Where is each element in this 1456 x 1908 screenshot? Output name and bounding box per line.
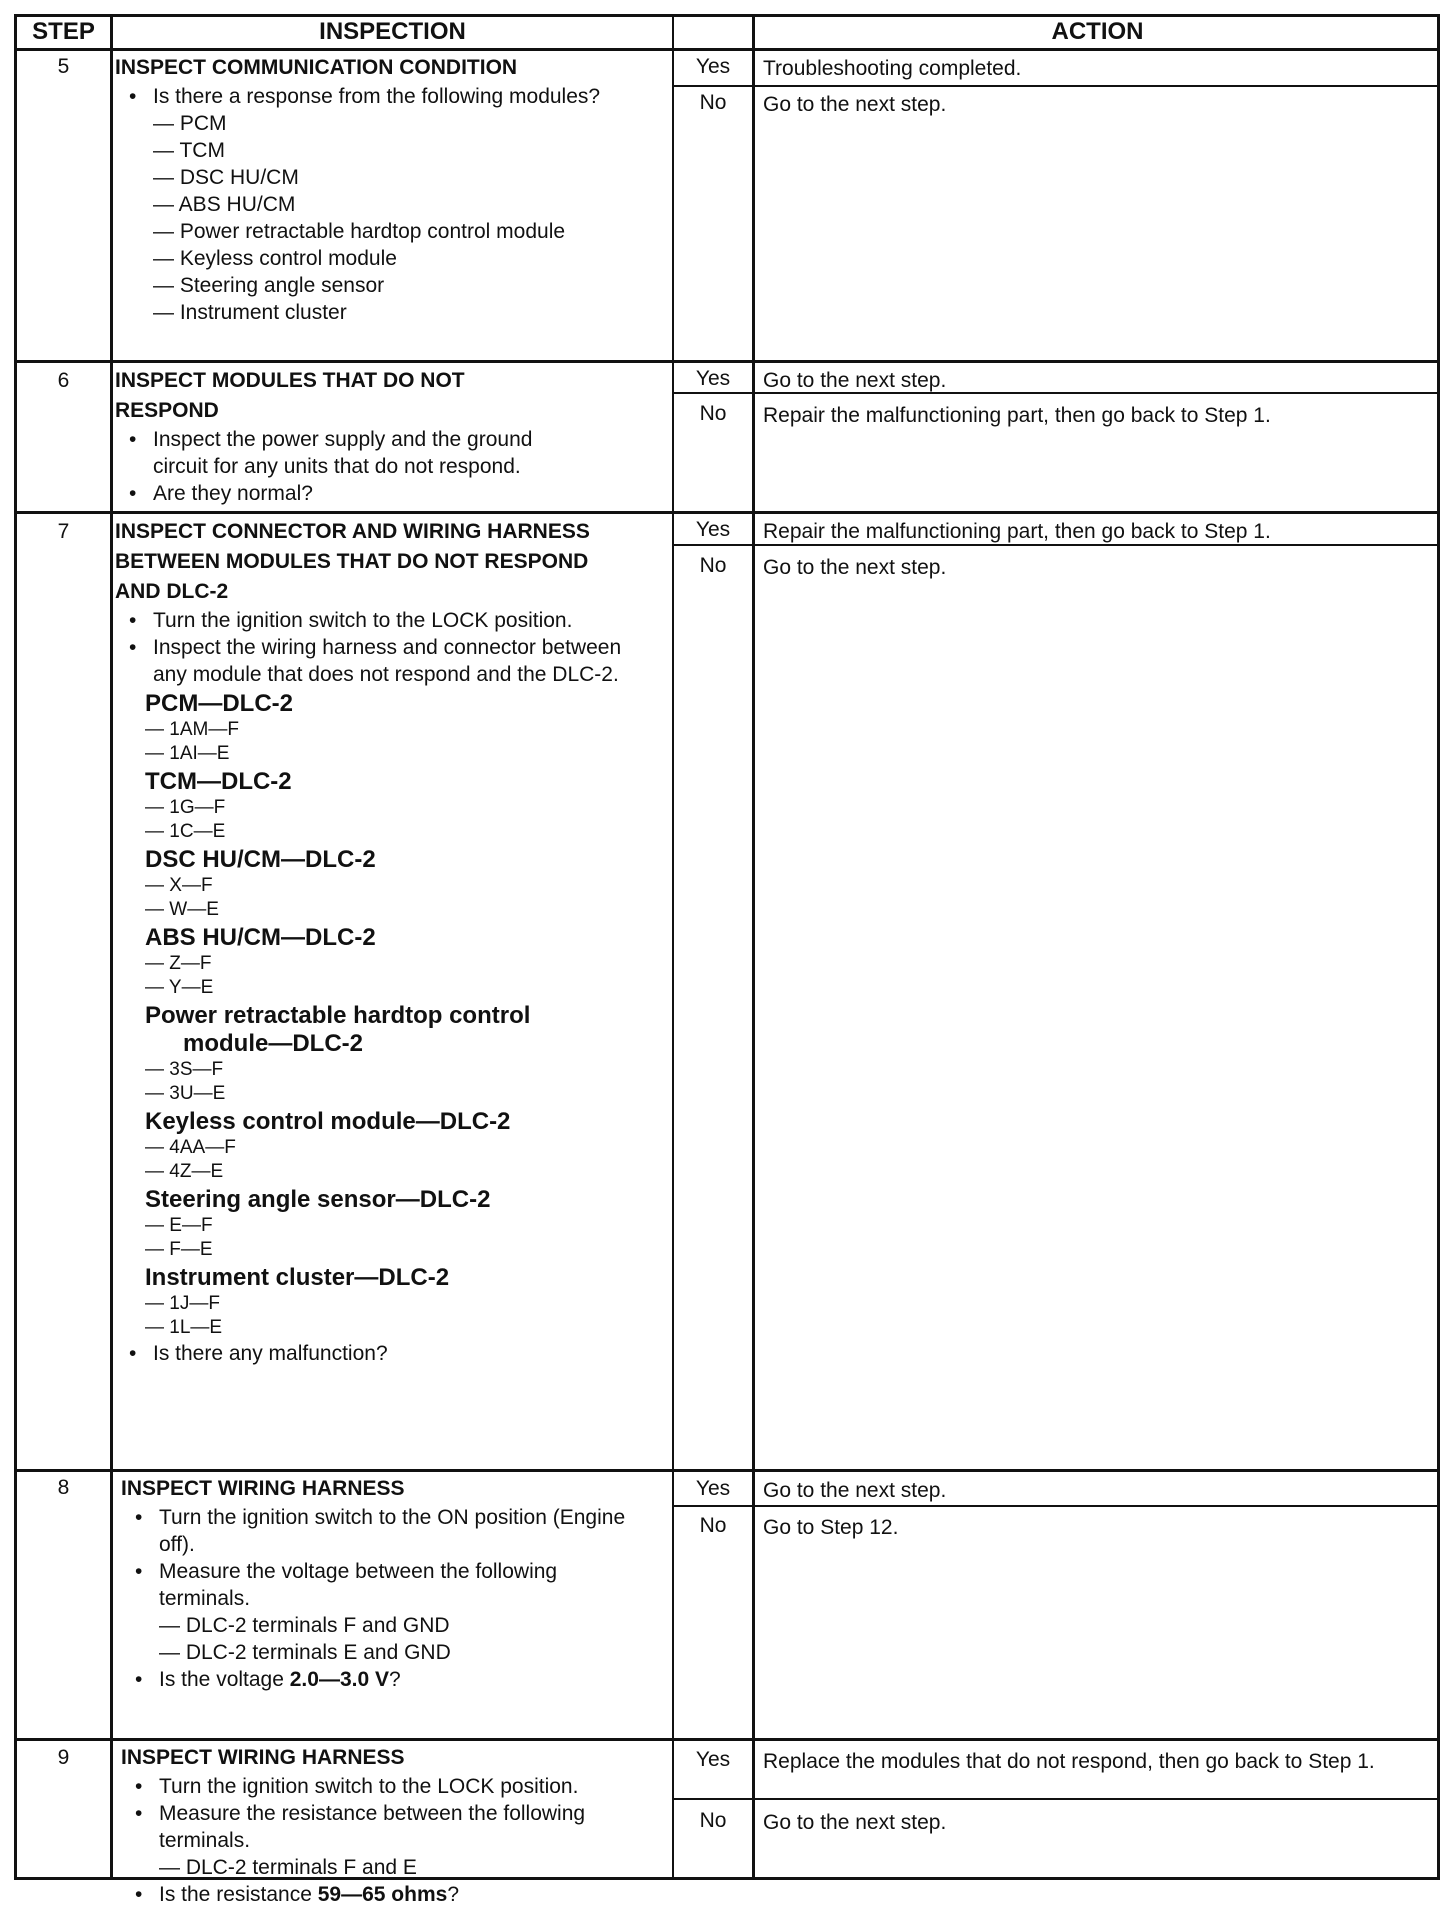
pin-pair: — 4AA—F: [145, 1137, 236, 1158]
connection-group-title: Steering angle sensor—DLC-2: [145, 1186, 491, 1213]
yes-label: Yes: [695, 1748, 731, 1771]
module-item: — Steering angle sensor: [153, 274, 385, 297]
row-divider: [17, 1738, 1440, 1741]
bullet-item: • Is there a response from the following modules?: [115, 83, 672, 110]
step-number: 5: [57, 55, 70, 78]
header-action: ACTION: [1051, 18, 1144, 45]
yes-label: Yes: [695, 367, 731, 390]
connection-group-title-continued: module—DLC-2: [183, 1030, 363, 1057]
question-mark: ?: [388, 1668, 401, 1691]
yes-label: Yes: [695, 1477, 731, 1500]
pin-pair: — W—E: [145, 899, 219, 920]
terminal-item: — DLC-2 terminals F and GND: [159, 1614, 450, 1637]
pin-pair: — 3U—E: [145, 1083, 226, 1104]
pin-pair: — Z—F: [145, 953, 212, 974]
no-label: No: [699, 1809, 727, 1832]
connection-group-title: TCM—DLC-2: [145, 768, 292, 795]
pin-pair: — 4Z—E: [145, 1161, 224, 1182]
column-divider: [110, 17, 113, 1880]
spec-value: 2.0—3.0 V: [289, 1668, 389, 1691]
step-number: 9: [57, 1746, 70, 1769]
bullet-item: • Turn the ignition switch to the LOCK position.: [115, 607, 672, 634]
yes-action: Repair the malfunctioning part, then go back to Step 1.: [763, 520, 1271, 543]
bullet-item: • Are they normal?: [115, 480, 555, 507]
pin-pair: — 3S—F: [145, 1059, 224, 1080]
row-divider: [17, 360, 1440, 363]
pin-pair: — 1L—E: [145, 1317, 223, 1338]
row-divider: [672, 1505, 1440, 1507]
connection-group-title: ABS HU/CM—DLC-2: [145, 924, 376, 951]
question-mark: ?: [447, 1883, 459, 1906]
pin-pair: — Y—E: [145, 977, 214, 998]
step-number: 7: [57, 520, 70, 543]
yes-action: Go to the next step.: [763, 369, 947, 392]
yes-action: Go to the next step.: [763, 1479, 947, 1502]
header-step: STEP: [32, 18, 95, 45]
spec-value: 59—65 ohms: [317, 1883, 448, 1906]
yes-label: Yes: [695, 518, 731, 541]
bullet-item: • Turn the ignition switch to the ON position (Engine off).: [121, 1504, 639, 1558]
step-number: 8: [57, 1476, 70, 1499]
no-label: No: [699, 91, 727, 114]
no-label: No: [699, 1514, 727, 1537]
connection-group-title: Instrument cluster—DLC-2: [145, 1264, 450, 1291]
terminal-item: — DLC-2 terminals E and GND: [159, 1641, 451, 1664]
inspection-cell: [115, 53, 672, 326]
question-text: Is the resistance: [159, 1883, 318, 1906]
header-inspection: INSPECTION: [319, 18, 466, 45]
question-text: Is the voltage: [159, 1668, 290, 1691]
inspection-cell: [115, 517, 672, 1367]
module-item: — DSC HU/CM: [153, 166, 299, 189]
bullet-item: [121, 1666, 672, 1693]
no-action: Go to the next step.: [763, 93, 947, 116]
pin-pair: — 1J—F: [145, 1293, 220, 1314]
bullet-item: • Is there any malfunction?: [115, 1340, 672, 1367]
no-label: No: [699, 554, 727, 577]
connection-group-title: Power retractable hardtop control: [145, 1002, 531, 1029]
bullet-item: [121, 1881, 672, 1908]
step-title: INSPECT WIRING HARNESS: [121, 1746, 405, 1769]
bullet-item: • Inspect the wiring harness and connector between any module that does not respond and the DLC-2.: [115, 634, 653, 688]
module-item: — TCM: [153, 139, 225, 162]
yes-action: Replace the modules that do not respond, then go back to Step 1.: [763, 1750, 1375, 1773]
no-label: No: [699, 402, 727, 425]
bullet-item: • Inspect the power supply and the ground circuit for any units that do not respond.: [115, 426, 555, 480]
bullet-item: • Measure the resistance between the following terminals.: [121, 1800, 619, 1854]
troubleshooting-table: [14, 14, 1440, 1906]
row-divider: [17, 1469, 1440, 1472]
no-action: Repair the malfunctioning part, then go back to Step 1.: [763, 404, 1271, 427]
no-action: Go to Step 12.: [763, 1516, 899, 1539]
step-title: INSPECT WIRING HARNESS: [121, 1477, 405, 1500]
connection-group-title: Keyless control module—DLC-2: [145, 1108, 511, 1135]
pin-pair: — 1G—F: [145, 797, 226, 818]
module-item: — PCM: [153, 112, 227, 135]
no-action: Go to the next step.: [763, 1811, 947, 1834]
pin-pair: — 1AM—F: [145, 719, 239, 740]
bullet-item: • Turn the ignition switch to the LOCK position.: [121, 1773, 672, 1800]
step-title: INSPECT COMMUNICATION CONDITION: [115, 56, 518, 79]
yes-label: Yes: [695, 55, 731, 78]
column-divider: [672, 17, 674, 1880]
pin-pair: — X—F: [145, 875, 213, 896]
module-item: — Power retractable hardtop control module: [153, 220, 566, 243]
pin-pair: — E—F: [145, 1215, 213, 1236]
column-divider: [752, 17, 755, 1880]
module-item: — ABS HU/CM: [153, 193, 296, 216]
inspection-cell: [115, 366, 555, 507]
pin-pair: — 1AI—E: [145, 743, 230, 764]
yes-action: Troubleshooting completed.: [763, 57, 1022, 80]
pin-pair: — F—E: [145, 1239, 213, 1260]
terminal-item: — DLC-2 terminals F and E: [159, 1856, 417, 1879]
step-title: INSPECT MODULES THAT DO NOT RESPOND: [115, 369, 465, 422]
inspection-cell: [121, 1474, 672, 1693]
bullet-item: • Measure the voltage between the following terminals.: [121, 1558, 639, 1612]
module-item: — Instrument cluster: [153, 301, 347, 324]
step-title: INSPECT CONNECTOR AND WIRING HARNESS BETWEEN MODULES THAT DO NOT RESPOND AND DLC-2: [115, 520, 590, 603]
no-action: Go to the next step.: [763, 556, 947, 579]
inspection-cell: [121, 1743, 672, 1908]
step-number: 6: [57, 369, 70, 392]
row-divider: [17, 48, 1440, 51]
pin-pair: — 1C—E: [145, 821, 226, 842]
row-divider: [672, 1798, 1440, 1800]
module-item: — Keyless control module: [153, 247, 397, 270]
connection-group-title: DSC HU/CM—DLC-2: [145, 846, 376, 873]
row-divider: [672, 85, 1440, 87]
row-divider: [17, 511, 1440, 514]
connection-group-title: PCM—DLC-2: [145, 690, 293, 717]
